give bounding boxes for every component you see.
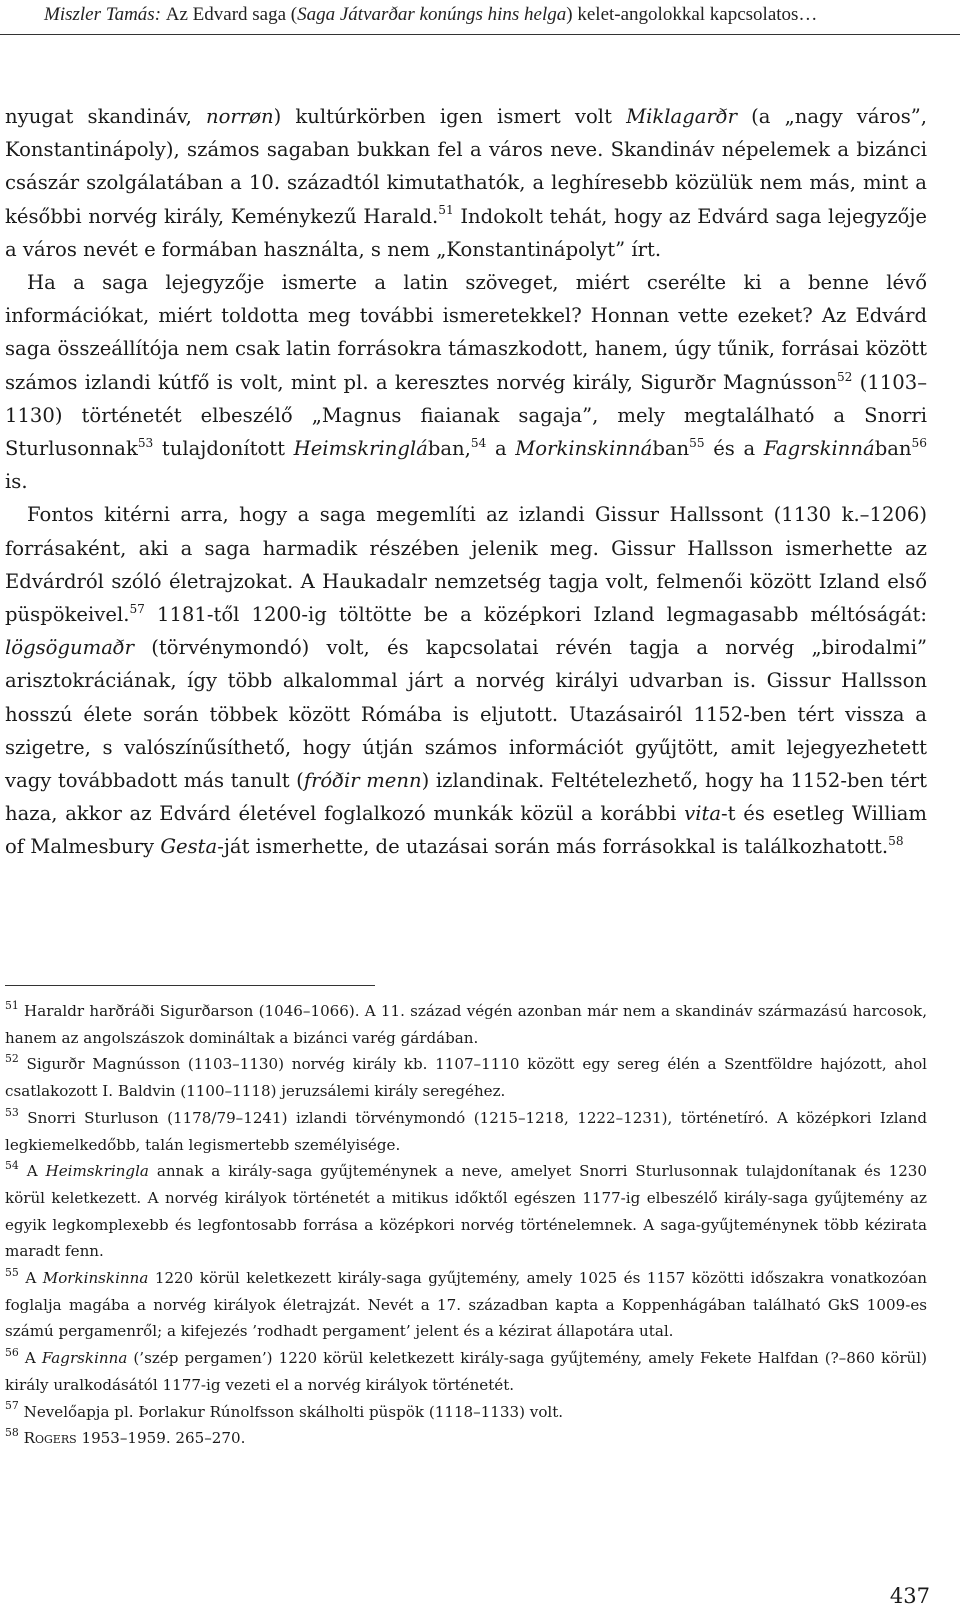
- text-run: ban,: [427, 437, 471, 461]
- footnote-ref[interactable]: 56: [911, 435, 927, 450]
- footnote-number: 51: [5, 998, 19, 1012]
- italic-term: Fagrskinná: [763, 437, 875, 461]
- footnote-53: [5, 1105, 927, 1158]
- italic-term: Gesta: [160, 835, 218, 859]
- footnote-51: [5, 998, 927, 1051]
- text-run: ) kultúrkörben igen ismert volt: [273, 105, 627, 128]
- author-name: Rogers: [23, 1429, 77, 1448]
- footnote-number: 53: [5, 1105, 19, 1119]
- footnote-ref[interactable]: 55: [689, 435, 705, 450]
- text-run: (a „nagy város”, Konstantinápoly), számos sagaban bukkan fel a város neve. Skandináv népelemek a bizánci császár szolgálatában a 10. századtól kimutathatók, a leghíresebb közülük nem más, mint a későbbi norvég király, Keménykezű Harald.: [5, 105, 927, 228]
- italic-term: Morkinskinna: [42, 1269, 149, 1288]
- footnote-text: Snorri Sturluson (1178/79–1241) izlandi törvénymondó (1215–1218, 1222–1231), történetíró. A középkori Izland legkiemelkedőbb, talán legismertebb személyisége.: [5, 1108, 927, 1154]
- text-run: Fontos kitérni arra, hogy a saga megemlíti az izlandi Gissur Hallssont (1130 k.–1206) forrásaként, aki a saga harmadik részében jelenik meg. Gissur Hallsson ismerhette az Edvárdról szóló életrajzokat. A Haukadalr nemzetség tagja volt, felmenői között Izland első püspökeivel.: [5, 503, 927, 627]
- footnote-number: 58: [5, 1426, 19, 1440]
- italic-term: norrøn: [206, 105, 274, 128]
- running-head: [44, 2, 934, 28]
- running-head-title-a: Az Edvard saga (: [165, 4, 298, 25]
- footnote-55: [5, 1265, 927, 1345]
- running-head-title-c: ) kelet-angolokkal kapcsolatos…: [566, 4, 818, 25]
- italic-term: fróðir menn: [303, 769, 422, 793]
- footnote-ref[interactable]: 53: [137, 435, 154, 450]
- footnote-rule: [5, 985, 375, 986]
- footnote-ref[interactable]: 57: [129, 601, 145, 616]
- text-run: tulajdonított: [153, 437, 294, 461]
- text-run: ban: [874, 437, 912, 461]
- italic-term: Morkinskinná: [515, 437, 653, 461]
- footnote-text: Sigurðr Magnússon (1103–1130) norvég király kb. 1107–1110 között egy sereg élén a Szentföldre hajózott, ahol csatlakozott I. Baldvin (1100–1118) jeruzsálemi király seregéhez.: [5, 1055, 927, 1101]
- text-run: a: [486, 437, 516, 461]
- text-run: -t és esetleg William of Malmesbury: [5, 802, 927, 859]
- footnote-56: [5, 1345, 927, 1398]
- page-number: 437: [889, 1584, 930, 1608]
- footnote-number: 56: [5, 1346, 19, 1360]
- main-text: [5, 100, 927, 864]
- footnote-58: [5, 1425, 927, 1452]
- footnote-number: 54: [5, 1159, 19, 1173]
- footnote-ref[interactable]: 51: [438, 203, 454, 218]
- footnote-54: [5, 1158, 927, 1265]
- text-run: -ját ismerhette, de utazásai során más forrásokkal is találkozhatott.: [217, 835, 889, 859]
- header-rule: [0, 34, 960, 35]
- footnote-52: [5, 1051, 927, 1104]
- footnote-ref[interactable]: 54: [470, 435, 487, 450]
- footnote-text: Nevelőapja pl. Þorlakur Rúnolfsson skálholti püspök (1118–1133) volt.: [18, 1402, 564, 1421]
- text-run: (törvénymondó) volt, és kapcsolatai révén tagja a norvég „birodalmi” arisztokráciának, így több alkalommal járt a norvég királyi udvarban is. Gissur Hallsson hosszú élete során többek között Rómába is eljutott. Utazásairól 1152-ben tért vissza a szigetre, s valószínűsíthető, hogy útján számos információt gyűjtött, amit lejegyezhetett vagy továbbadott más tanult (: [5, 636, 927, 793]
- footnote-number: 52: [5, 1052, 19, 1066]
- italic-term: Miklagarðr: [626, 105, 737, 128]
- text-run: Indokolt tehát, hogy az Edvárd saga lejegyzője a város nevét e formában használta, s nem „Konstantinápolyt” írt.: [5, 204, 927, 261]
- paragraph-2: [5, 266, 927, 498]
- footnote-number: 55: [5, 1265, 19, 1279]
- italic-term: Heimskringlá: [293, 437, 428, 461]
- footnote-text: 1220 körül keletkezett király-saga gyűjtemény, amely 1025 és 1157 közötti időszakra vonatkozóan foglalja magába a norvég királyok életrajzát. Nevét a 17. században kapta a Koppenhágában található GkS 1009-es számú pergamenről; a kifejezés ’rodhadt pergament’ jelent és a kézirat állapotára utal.: [5, 1269, 928, 1341]
- paragraph-1: [5, 100, 927, 266]
- running-head-title-saga: Saga Játvarðar konúngs hins helga: [297, 4, 567, 25]
- text-run: ) izlandinak. Feltételezhető, hogy ha 1152-ben tért haza, akkor az Edvárd életével foglalkozó munkák közül a korábbi: [5, 769, 927, 826]
- text-run: is.: [5, 470, 28, 494]
- running-head-author: Miszler Tamás:: [44, 4, 162, 25]
- italic-term: vita: [684, 802, 722, 826]
- running-head-title: [166, 4, 818, 25]
- footnote-text: annak a király-saga gyűjteménynek a neve, amelyet Snorri Sturlusonnak tulajdonítanak és 1230 körül keletkezett. A norvég királyok történetét a mitikus időktől egészen 1177-ig elbeszélő király-saga gyűjtemény az egyik legkomplexebb és legfontosabb forrása a középkori norvég történelemnek. A saga-gyűjteménynek több kézirata maradt fenn.: [5, 1162, 928, 1261]
- footnote-text: 1953–1959. 265–270.: [76, 1429, 246, 1448]
- text-run: és a: [704, 437, 764, 461]
- footnote-57: [5, 1399, 927, 1426]
- footnote-text: Haraldr harðráði Sigurðarson (1046–1066). A 11. század végén azonban már nem a skandináv származású harcosok, hanem az angolszászok domináltak a bizánci varég gárdában.: [5, 1002, 927, 1047]
- italic-term: Fagrskinna: [41, 1349, 128, 1368]
- footnote-ref[interactable]: 58: [888, 834, 904, 849]
- footnote-text: A: [18, 1349, 42, 1368]
- footnote-number: 57: [5, 1399, 19, 1413]
- text-run: (1103–1130) történetét elbeszélő „Magnus fiaianak sagaja”, mely megtalálható a Snorri Sturlusonnak: [5, 370, 927, 461]
- italic-term: lögsögumaðr: [5, 636, 135, 660]
- footnote-text: A: [18, 1162, 46, 1181]
- text-run: 1181-től 1200-ig töltötte be a középkori Izland legmagasabb méltóságát:: [144, 603, 927, 627]
- footnote-ref[interactable]: 52: [836, 369, 853, 384]
- footnotes: [5, 998, 927, 1452]
- text-run: nyugat skandináv,: [5, 105, 206, 128]
- paragraph-3: [5, 498, 927, 863]
- text-run: ban: [652, 437, 690, 461]
- italic-term: Heimskringla: [45, 1162, 149, 1181]
- footnote-text: (’szép pergamen’) 1220 körül keletkezett király-saga gyűjtemény, amely Fekete Halfdan (?–860 körül) király uralkodásától 1177-ig vezeti el a norvég királyok történetét.: [5, 1349, 927, 1394]
- text-run: Ha a saga lejegyzője ismerte a latin szöveget, miért cserélte ki a benne lévő információkat, miért toldotta meg további ismeretekkel? Honnan vette ezeket? Az Edvárd saga összeállítója nem csak latin forrásokra támaszkodott, hanem, úgy tűnik, forrásai között számos izlandi kútfő is volt, mint pl. a keresztes norvég király, Sigurðr Magnússon: [5, 271, 927, 394]
- footnote-text: A: [18, 1269, 43, 1288]
